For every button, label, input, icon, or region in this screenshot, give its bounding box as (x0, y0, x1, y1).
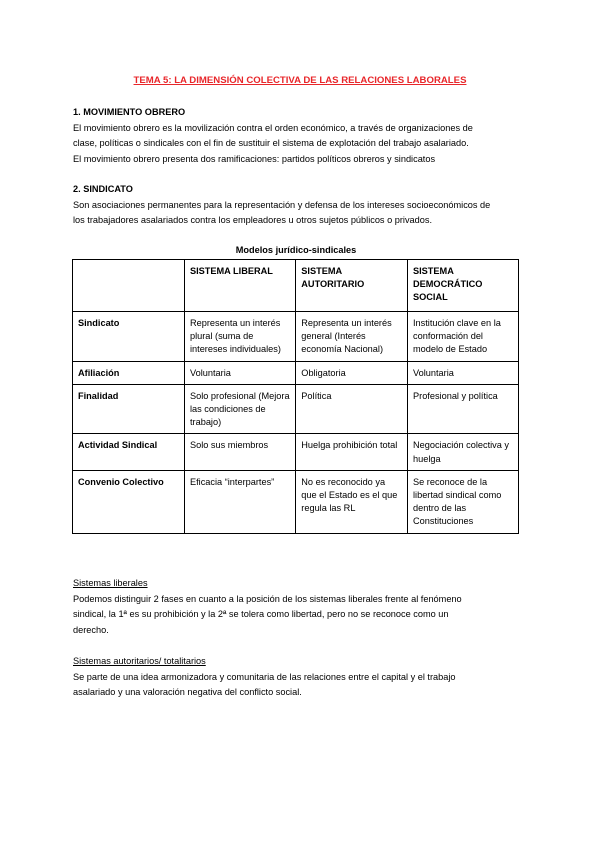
note-sistemas-autoritarios (73, 654, 533, 701)
table-cell: Huelga prohibición total (296, 434, 408, 470)
paragraph-line: sindical, la 1ª es su prohibición y la 2ª se tolera como libertad, pero no se reconoce como un (73, 609, 449, 620)
row-label: Sindicato (73, 312, 185, 362)
table-header-row (73, 260, 519, 312)
table-cell: Negociación colectiva y huelga (408, 434, 519, 470)
table-cell: Voluntaria (408, 361, 519, 384)
note-heading: Sistemas liberales (73, 578, 148, 588)
table-cell: Solo sus miembros (184, 434, 295, 470)
section-heading: 1. MOVIMIENTO OBRERO (73, 107, 186, 117)
paragraph-line: clase, políticas o sindicales con el fin de sustituir el sistema de explotación del trabajo asalariado. (73, 138, 469, 149)
table-cell: Se reconoce de la libertad sindical como dentro de las Constituciones (408, 470, 519, 533)
section-movimiento-obrero (73, 105, 533, 167)
table-cell: Eficacia “interpartes” (184, 470, 295, 533)
paragraph-line: Se parte de una idea armonizadora y comunitaria de las relaciones entre el capital y el trabajo (73, 671, 456, 682)
paragraph-line: derecho. (73, 624, 109, 635)
row-label: Finalidad (73, 384, 185, 434)
table-cell: Institución clave en la conformación del modelo de Estado (408, 312, 519, 362)
row-label: Convenio Colectivo (73, 470, 185, 533)
table-cell: Voluntaria (184, 361, 295, 384)
paragraph-line: los trabajadores asalariados contra los empleadores u otros sujetos públicos o privados. (73, 215, 433, 226)
table-caption: Modelos jurídico-sindicales (235, 245, 357, 255)
table-cell: No es reconocido ya que el Estado es el que regula las RL (296, 470, 408, 533)
paragraph-line: Son asociaciones permanentes para la representación y defensa de los intereses socioeconómicos de (73, 199, 491, 210)
table-cell: Representa un interés general (Interés economía Nacional) (296, 312, 408, 362)
note-heading: Sistemas autoritarios/ totalitarios (73, 656, 206, 666)
paragraph-line: asalariado y una valoración negativa del conflicto social. (73, 687, 302, 698)
note-sistemas-liberales (73, 576, 533, 638)
models-table (72, 259, 519, 534)
table-row (73, 470, 519, 533)
table-header-cell: SISTEMA LIBERAL (184, 260, 295, 312)
row-label: Afiliación (73, 361, 185, 384)
table-cell: Representa un interés plural (suma de intereses individuales) (184, 312, 295, 362)
paragraph-line: El movimiento obrero es la movilización contra el orden económico, a través de organizaciones de (73, 122, 473, 133)
table-cell: Política (296, 384, 408, 434)
table-cell: Profesional y política (408, 384, 519, 434)
table-cell: Obligatoria (296, 361, 408, 384)
table-header-cell (73, 260, 185, 312)
document-title: TEMA 5: LA DIMENSIÓN COLECTIVA DE LAS RELACIONES LABORALES (133, 75, 467, 86)
paragraph-line: Podemos distinguir 2 fases en cuanto a la posición de los sistemas liberales frente al fenómeno (73, 593, 462, 604)
row-label: Actividad Sindical (73, 434, 185, 470)
section-sindicato (73, 182, 533, 229)
table-header-cell: SISTEMA AUTORITARIO (296, 260, 408, 312)
table-row (73, 312, 519, 362)
table-cell: Solo profesional (Mejora las condiciones de trabajo) (184, 384, 295, 434)
table-row (73, 361, 519, 384)
table-row (73, 434, 519, 470)
table-row (73, 384, 519, 434)
section-heading: 2. SINDICATO (73, 184, 133, 194)
paragraph-line: El movimiento obrero presenta dos ramificaciones: partidos políticos obreros y sindicatos (73, 153, 436, 164)
table-header-cell: SISTEMA DEMOCRÁTICO SOCIAL (408, 260, 519, 312)
